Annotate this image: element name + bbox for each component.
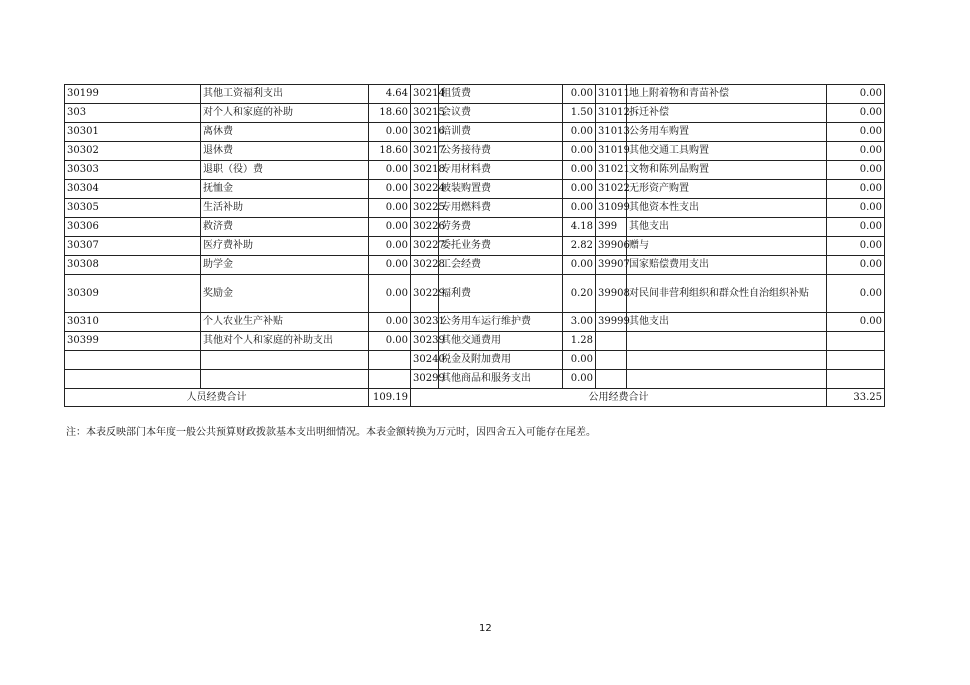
table-row [65,275,885,313]
value-1-cell: 0.00 [369,256,411,275]
name-3-cell: 文物和陈列品购置 [627,161,827,180]
table-body [65,85,885,389]
personnel-total-label: 人员经费合计 [65,389,369,407]
name-1-cell [201,351,369,370]
table-row [65,85,885,104]
value-1-cell: 0.00 [369,218,411,237]
name-1-cell: 生活补助 [201,199,369,218]
value-2-cell: 0.00 [563,256,596,275]
code-2-cell: 30215 [411,104,439,123]
value-3-cell: 0.00 [827,123,885,142]
value-2-cell: 0.00 [563,161,596,180]
value-3-cell: 0.00 [827,313,885,332]
table-row [65,161,885,180]
value-1-cell: 18.60 [369,142,411,161]
code-2-cell: 30216 [411,123,439,142]
value-2-cell: 0.00 [563,199,596,218]
value-3-cell: 0.00 [827,161,885,180]
code-1-cell: 30199 [65,85,201,104]
name-2-cell: 其他商品和服务支出 [439,370,563,389]
name-1-cell: 奖励金 [201,275,369,313]
value-2-cell: 4.18 [563,218,596,237]
code-3-cell: 399 [596,218,627,237]
value-1-cell: 18.60 [369,104,411,123]
value-2-cell: 3.00 [563,313,596,332]
code-1-cell: 303 [65,104,201,123]
value-2-cell: 0.00 [563,123,596,142]
code-1-cell: 30306 [65,218,201,237]
value-2-cell: 1.50 [563,104,596,123]
table-row [65,218,885,237]
code-3-cell: 39906 [596,237,627,256]
code-1-cell: 30304 [65,180,201,199]
code-1-cell: 30308 [65,256,201,275]
value-3-cell: 0.00 [827,85,885,104]
code-2-cell: 30225 [411,199,439,218]
code-3-cell: 31022 [596,180,627,199]
table-row [65,237,885,256]
value-3-cell: 0.00 [827,142,885,161]
code-2-cell: 30227 [411,237,439,256]
value-3-cell: 0.00 [827,275,885,313]
code-1-cell: 30309 [65,275,201,313]
code-2-cell: 30214 [411,85,439,104]
value-2-cell: 1.28 [563,332,596,351]
name-3-cell [627,370,827,389]
name-2-cell: 会议费 [439,104,563,123]
name-3-cell: 其他交通工具购置 [627,142,827,161]
value-2-cell: 0.00 [563,370,596,389]
name-3-cell: 拆迁补偿 [627,104,827,123]
code-3-cell [596,370,627,389]
value-1-cell: 0.00 [369,332,411,351]
value-3-cell: 0.00 [827,199,885,218]
value-3-cell: 0.00 [827,237,885,256]
name-2-cell: 委托业务费 [439,237,563,256]
name-2-cell: 专用材料费 [439,161,563,180]
value-2-cell: 0.00 [563,142,596,161]
code-3-cell: 31012 [596,104,627,123]
name-2-cell: 租赁费 [439,85,563,104]
basic-expenditure-table [64,84,885,407]
public-total-value: 33.25 [827,389,885,407]
value-3-cell [827,332,885,351]
table-row [65,199,885,218]
table-row [65,104,885,123]
code-3-cell [596,351,627,370]
code-1-cell: 30302 [65,142,201,161]
value-1-cell [369,370,411,389]
code-3-cell: 39907 [596,256,627,275]
code-2-cell: 30228 [411,256,439,275]
name-2-cell: 税金及附加费用 [439,351,563,370]
name-3-cell: 其他资本性支出 [627,199,827,218]
code-1-cell [65,351,201,370]
name-3-cell [627,332,827,351]
name-1-cell [201,370,369,389]
code-3-cell: 31011 [596,85,627,104]
code-3-cell [596,332,627,351]
value-1-cell: 4.64 [369,85,411,104]
value-3-cell: 0.00 [827,180,885,199]
name-1-cell: 其他工资福利支出 [201,85,369,104]
name-2-cell: 培训费 [439,123,563,142]
name-2-cell: 公务接待费 [439,142,563,161]
name-1-cell: 其他对个人和家庭的补助支出 [201,332,369,351]
name-2-cell: 公务用车运行维护费 [439,313,563,332]
table-row [65,370,885,389]
code-3-cell: 39908 [596,275,627,313]
value-2-cell: 0.00 [563,85,596,104]
name-2-cell: 福利费 [439,275,563,313]
code-2-cell: 30231 [411,313,439,332]
name-3-cell: 赠与 [627,237,827,256]
value-1-cell: 0.00 [369,123,411,142]
name-2-cell: 被装购置费 [439,180,563,199]
value-3-cell: 0.00 [827,256,885,275]
name-3-cell: 其他支出 [627,313,827,332]
code-3-cell: 31013 [596,123,627,142]
code-2-cell: 30240 [411,351,439,370]
value-3-cell: 0.00 [827,218,885,237]
table-row [65,256,885,275]
value-1-cell: 0.00 [369,275,411,313]
value-1-cell: 0.00 [369,180,411,199]
code-1-cell: 30310 [65,313,201,332]
name-1-cell: 对个人和家庭的补助 [201,104,369,123]
name-1-cell: 助学金 [201,256,369,275]
name-1-cell: 医疗费补助 [201,237,369,256]
table-footnote: 注：本表反映部门本年度一般公共预算财政拨款基本支出明细情况。本表金额转换为万元时，因四舍五入可能存在尾差。 [66,427,596,438]
name-2-cell: 专用燃料费 [439,199,563,218]
name-3-cell: 无形资产购置 [627,180,827,199]
name-3-cell: 对民间非营利组织和群众性自治组织补贴 [627,275,827,313]
table-row [65,123,885,142]
value-1-cell: 0.00 [369,237,411,256]
name-3-cell [627,351,827,370]
code-1-cell [65,370,201,389]
name-2-cell: 工会经费 [439,256,563,275]
code-1-cell: 30301 [65,123,201,142]
name-2-cell: 其他交通费用 [439,332,563,351]
personnel-total-value: 109.19 [369,389,411,407]
code-2-cell: 30299 [411,370,439,389]
name-3-cell: 地上附着物和青苗补偿 [627,85,827,104]
value-3-cell [827,370,885,389]
name-2-cell: 劳务费 [439,218,563,237]
value-1-cell: 0.00 [369,161,411,180]
code-2-cell: 30224 [411,180,439,199]
value-2-cell: 0.20 [563,275,596,313]
code-2-cell: 30217 [411,142,439,161]
name-1-cell: 个人农业生产补贴 [201,313,369,332]
code-3-cell: 31099 [596,199,627,218]
table-row [65,313,885,332]
name-1-cell: 抚恤金 [201,180,369,199]
code-2-cell: 30218 [411,161,439,180]
code-2-cell: 30229 [411,275,439,313]
code-1-cell: 30305 [65,199,201,218]
code-3-cell: 39999 [596,313,627,332]
code-2-cell: 30226 [411,218,439,237]
code-3-cell: 31021 [596,161,627,180]
value-1-cell: 0.00 [369,313,411,332]
name-1-cell: 救济费 [201,218,369,237]
code-1-cell: 30307 [65,237,201,256]
value-3-cell [827,351,885,370]
code-1-cell: 30399 [65,332,201,351]
table-row [65,351,885,370]
page-number: 12 [479,623,492,634]
table-row [65,142,885,161]
value-3-cell: 0.00 [827,104,885,123]
name-1-cell: 退职（役）费 [201,161,369,180]
totals-row [65,389,885,407]
value-2-cell: 0.00 [563,351,596,370]
code-3-cell: 31019 [596,142,627,161]
name-1-cell: 退休费 [201,142,369,161]
value-1-cell: 0.00 [369,199,411,218]
value-1-cell [369,351,411,370]
code-2-cell: 30239 [411,332,439,351]
public-total-label: 公用经费合计 [411,389,827,407]
code-1-cell: 30303 [65,161,201,180]
table-row [65,332,885,351]
value-2-cell: 2.82 [563,237,596,256]
value-2-cell: 0.00 [563,180,596,199]
name-3-cell: 公务用车购置 [627,123,827,142]
table-row [65,180,885,199]
name-1-cell: 离休费 [201,123,369,142]
name-3-cell: 国家赔偿费用支出 [627,256,827,275]
name-3-cell: 其他支出 [627,218,827,237]
